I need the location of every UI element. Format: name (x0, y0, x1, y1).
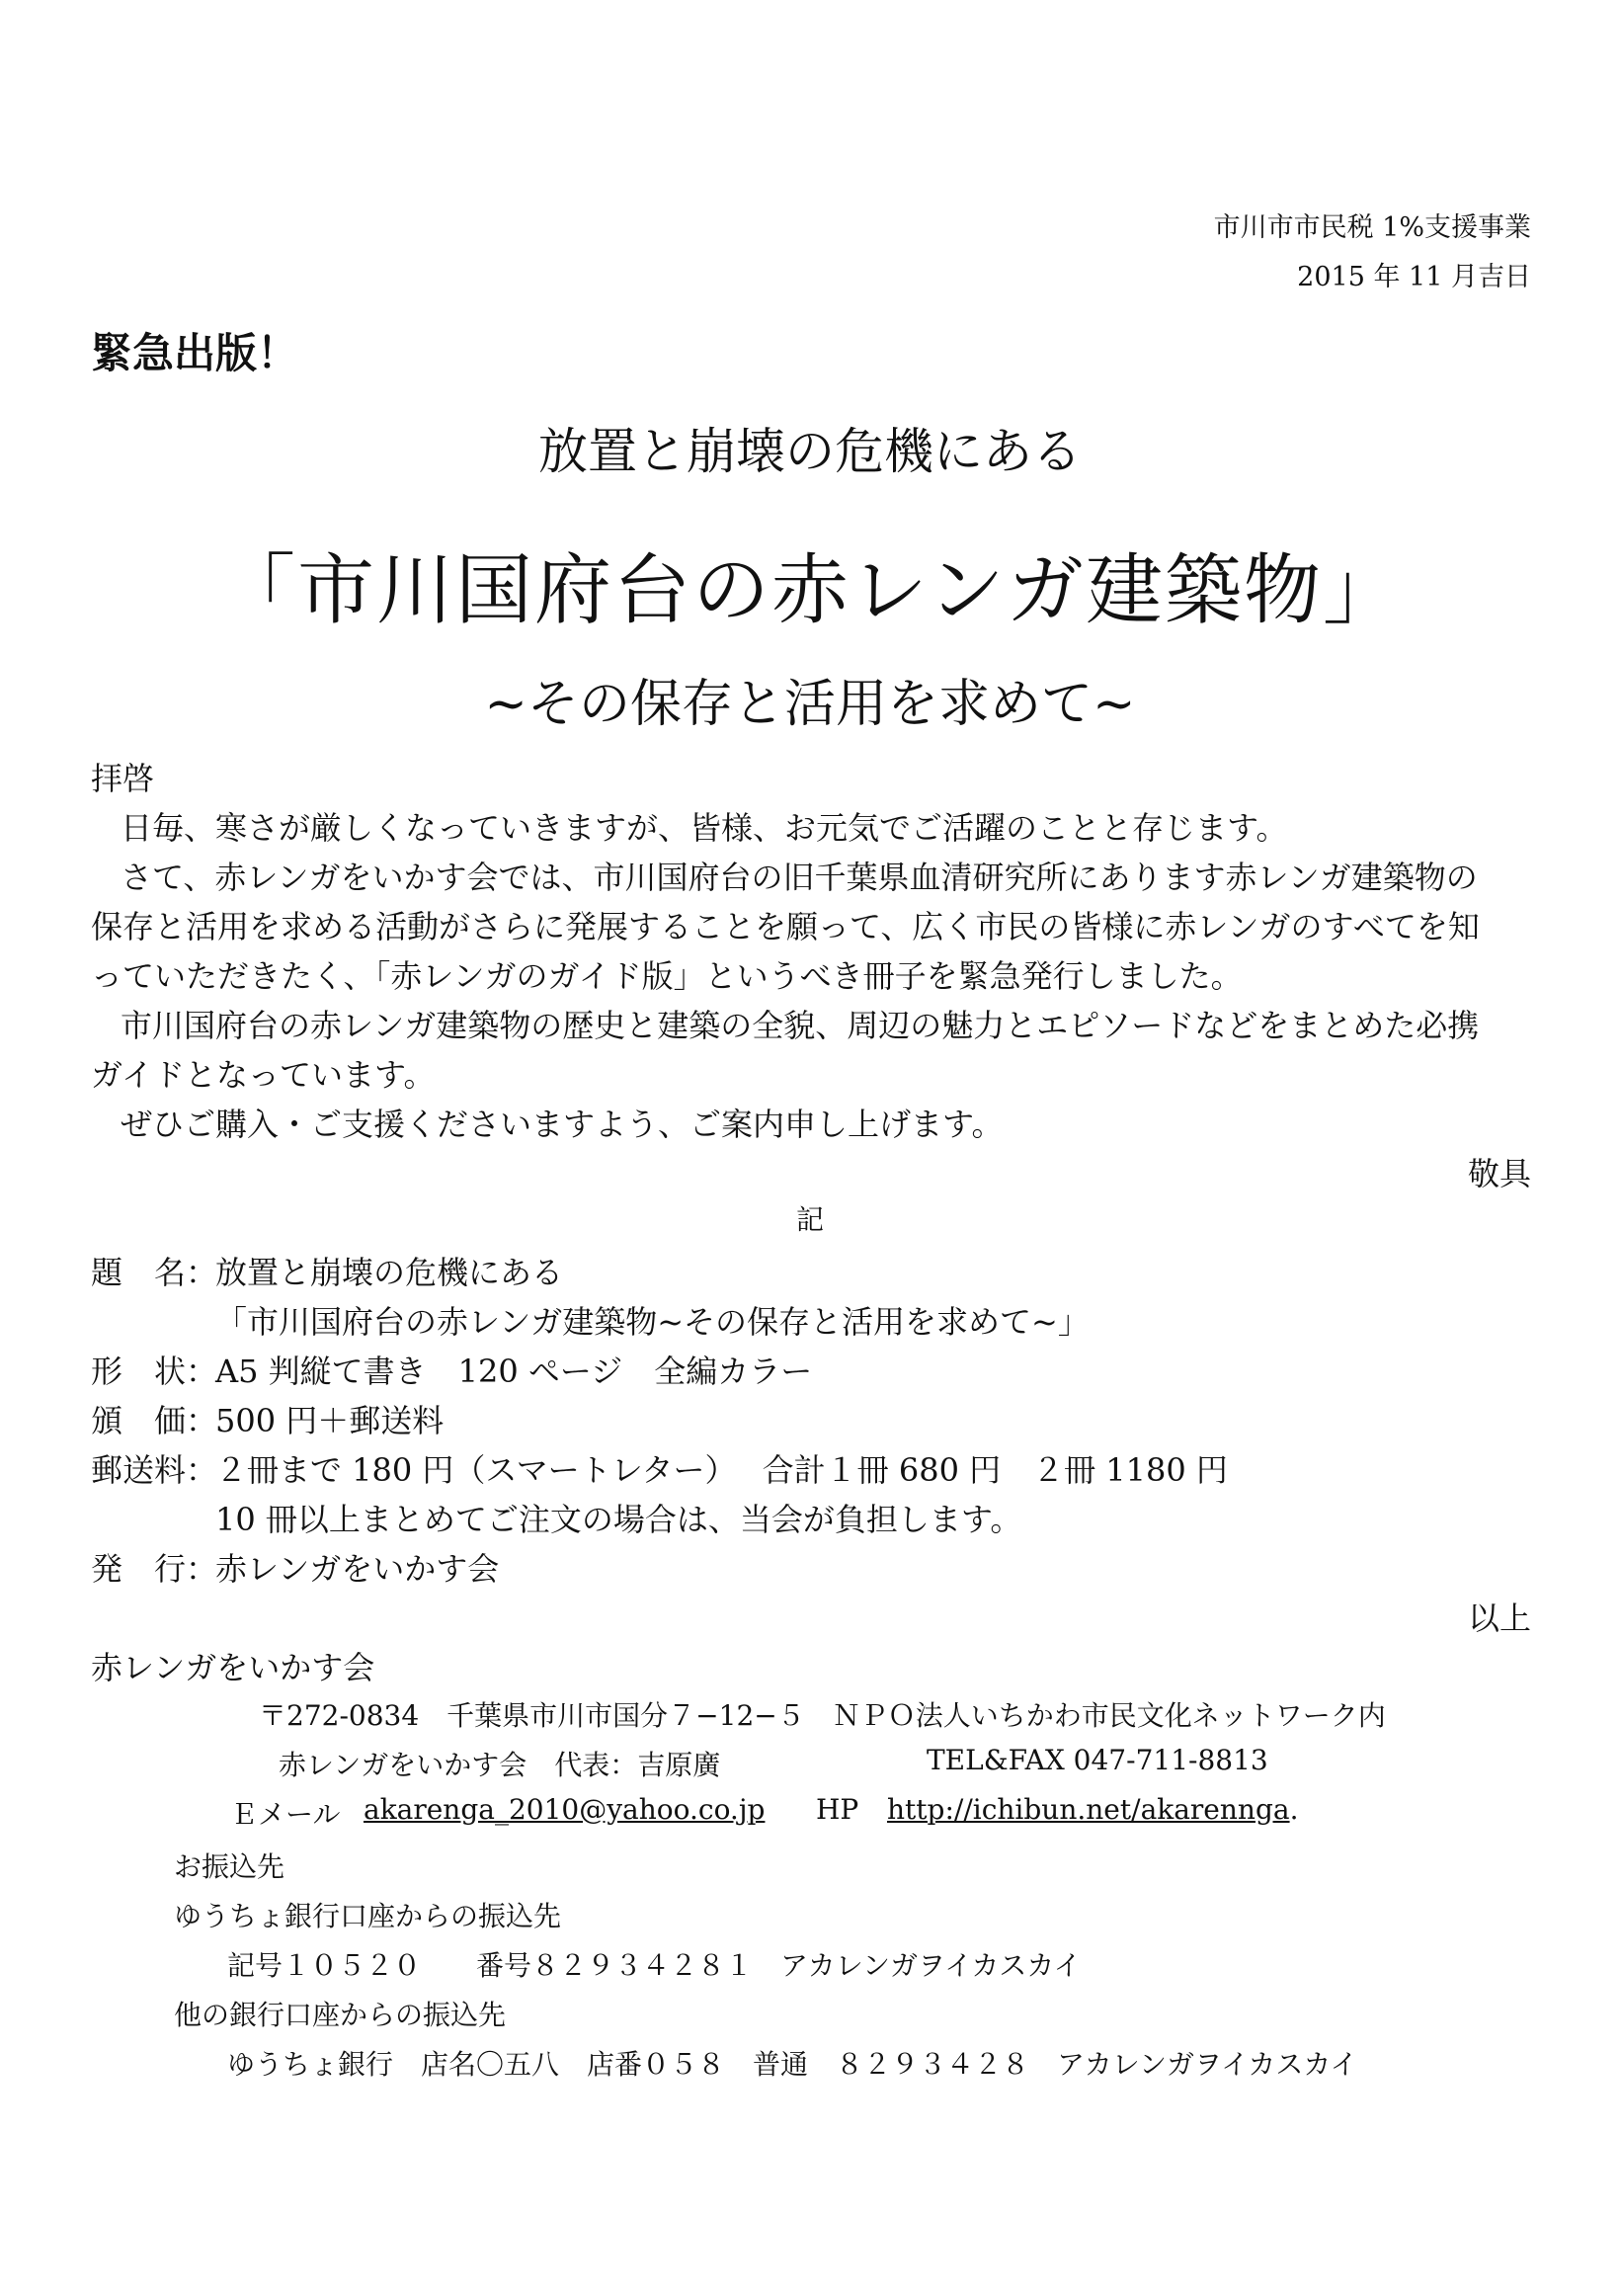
org-hp-suffix: . (1289, 1793, 1299, 1826)
letter-line: ガイドとなっています。 (91, 1056, 436, 1094)
org-hp-link-wrapper (887, 1793, 1298, 1826)
org-hp-label: HP (816, 1793, 859, 1826)
detail-price-value: 500 円＋郵送料 (215, 1402, 445, 1439)
org-name: 赤レンガをいかす会 (91, 1649, 375, 1686)
letter-line: っていただきたく、「赤レンガのガイド版」というべき冊子を緊急発行しました。 (91, 957, 1243, 995)
detail-title-value: 放置と崩壊の危機にある (215, 1254, 564, 1291)
payment-yucho-heading: ゆうちょ銀行口座からの振込先 (174, 1900, 562, 1932)
letter-opening: 拝啓 (91, 760, 155, 797)
detail-publisher-value: 赤レンガをいかす会 (215, 1550, 500, 1588)
ki-label: 記 (795, 1203, 824, 1236)
org-email-label: Ｅメール (230, 1798, 341, 1831)
org-telfax: TEL&FAX 047-711-8813 (927, 1744, 1268, 1776)
letter-line: 保存と活用を求める活動がさらに発展することを願って、広く市民の皆様に赤レンガのすべてを知 (91, 908, 1480, 945)
org-email-link[interactable]: akarenga_2010@yahoo.co.jp (364, 1793, 766, 1826)
subtitle: 放置と崩壊の危機にある (538, 423, 1082, 480)
payment-yucho-detail: 記号１０５２０ 番号８２９３４２８１ アカレンガヲイカスカイ (227, 1949, 1082, 1982)
letter-closing: 敬具 (1467, 1155, 1531, 1192)
detail-publisher-label: 発 行： (91, 1550, 218, 1588)
detail-title-value-2: 「市川国府台の赤レンガ建築物~その保存と活用を求めて~」 (215, 1303, 1090, 1341)
org-hp-link[interactable]: http://ichibun.net/akarennga (887, 1793, 1290, 1826)
date-label: 2015 年 11 月吉日 (1297, 262, 1531, 292)
letter-line: 日毎、寒さが厳しくなっていきますが、皆様、お元気でご活躍のことと存じます。 (121, 809, 1288, 847)
org-rep: 赤レンガをいかす会 代表：吉原廣 (279, 1749, 721, 1781)
detail-shipping-label: 郵送料： (91, 1451, 218, 1489)
letter-line: ぜひご購入・ご支援くださいますよう、ご案内申し上げます。 (121, 1106, 1004, 1143)
subtitle-2: ~その保存と活用を求めて~ (484, 675, 1136, 734)
letter-line: 市川国府台の赤レンガ建築物の歴史と建築の全貌、周辺の魅力とエピソードなどをまとめた必携 (121, 1007, 1480, 1044)
program-label: 市川市市民税 1%支援事業 (1213, 212, 1531, 243)
payment-other-heading: 他の銀行口座からの振込先 (174, 1999, 507, 2031)
detail-format-label: 形 状： (91, 1353, 218, 1390)
detail-shipping-note: 10 冊以上まとめてご注文の場合は、当会が負担します。 (215, 1501, 1022, 1538)
payment-other-detail: ゆうちょ銀行 店名〇五八 店番０５８ 普通 ８２９３４２８ アカレンガヲイカスカイ (227, 2048, 1358, 2081)
detail-format-value: A5 判縦て書き 120 ページ 全編カラー (215, 1353, 813, 1390)
detail-shipping-value: ２冊まで 180 円（スマートレター） 合計１冊 680 円 ２冊 1180 円 (215, 1451, 1228, 1489)
letter-line: さて、赤レンガをいかす会では、市川国府台の旧千葉県血清研究所にあります赤レンガ建築物の (121, 859, 1478, 896)
org-address: 〒272-0834 千葉県市川市国分７−12−５ ＮＰＯ法人いちかわ市民文化ネットワーク内 (259, 1699, 1386, 1732)
urgent-heading: 緊急出版！ (91, 329, 299, 377)
page-title: 「市川国府台の赤レンガ建築物」 (217, 546, 1403, 635)
detail-price-label: 頒 価： (91, 1402, 218, 1439)
detail-end: 以上 (1467, 1599, 1531, 1637)
payment-heading: お振込先 (174, 1850, 285, 1883)
detail-title-label: 題 名： (91, 1254, 218, 1291)
